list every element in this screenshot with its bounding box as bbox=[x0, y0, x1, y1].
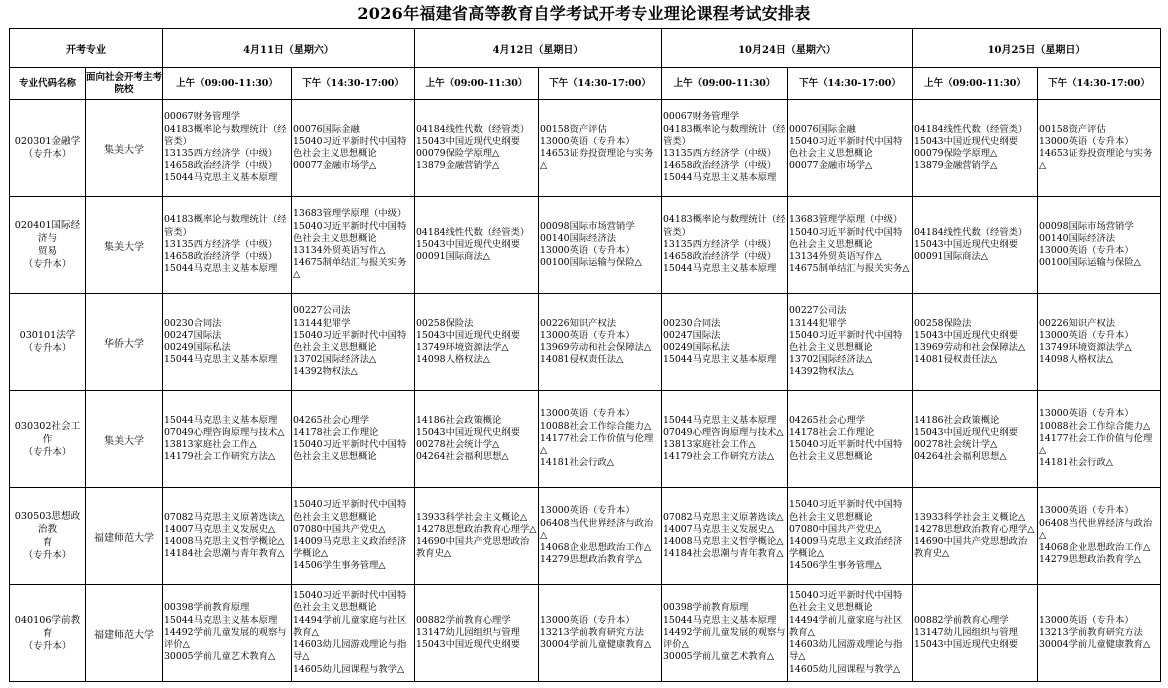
course-item: 14008马克思主义哲学概论△ bbox=[164, 536, 285, 547]
course-item: 07080中国共产党史△ bbox=[789, 523, 882, 535]
course-item: 14690中国共产党思想政治教育史△ bbox=[416, 536, 530, 560]
course-item: 13000英语（专升本） bbox=[1039, 329, 1134, 341]
course-item: 15044马克思主义基本原理 bbox=[663, 263, 777, 275]
course-item: 13000英语（专升本） bbox=[540, 135, 635, 147]
course-item: 06408当代世界经济与政治△ bbox=[540, 517, 654, 541]
session-cell bbox=[292, 197, 415, 294]
course-item: 07080中国共产党史△ bbox=[293, 523, 386, 535]
course-item: 14009马克思主义政治经济学概论△ bbox=[789, 536, 903, 560]
course-item: 15044马克思主义基本原理 bbox=[663, 614, 777, 626]
major-code-line: （专升本） bbox=[23, 149, 72, 160]
course-item: 07082马克思主义原著选读△ bbox=[663, 511, 784, 523]
course-item: 13702国际经济法△ bbox=[293, 354, 377, 366]
course-item: 00067财务管理学 bbox=[663, 111, 740, 123]
course-item: 13000英语（专升本） bbox=[540, 408, 635, 420]
course-item: 15043中国近现代史纲要 bbox=[416, 135, 520, 147]
course-item: 00098国际市场营销学 bbox=[540, 220, 635, 232]
course-item: 00882学前教育心理学 bbox=[914, 614, 1009, 626]
major-code-name bbox=[10, 488, 86, 585]
course-item: 00230合同法 bbox=[164, 317, 222, 329]
session-cell bbox=[788, 294, 913, 391]
course-item: 00278社会统计学△ bbox=[914, 439, 998, 450]
course-item: 14178社会工作理论 bbox=[293, 426, 379, 438]
course-item: 13933科学社会主义概论△ bbox=[914, 511, 1026, 523]
course-item: 00077金融市场学△ bbox=[789, 160, 873, 172]
course-item: 13702国际经济法△ bbox=[789, 354, 873, 366]
course-item: 13147幼儿园组织与管理 bbox=[914, 626, 1018, 638]
course-item: 00226知识产权法 bbox=[1039, 317, 1116, 329]
course-item: 07049心理咨询原理与技术△ bbox=[164, 426, 285, 438]
major-code-name bbox=[10, 100, 86, 197]
course-item: 13000英语（专升本） bbox=[540, 614, 635, 626]
course-item: 14494学前儿童家庭与社区教育△ bbox=[293, 614, 407, 638]
course-item: 15040习近平新时代中国特色社会主义思想概论 bbox=[789, 590, 903, 614]
course-item: 13000英语（专升本） bbox=[540, 329, 635, 341]
course-item: 13683管理学原理（中级） bbox=[789, 214, 903, 226]
header-major: 开考专业 bbox=[10, 29, 163, 68]
course-item: 14392物权法△ bbox=[789, 366, 854, 378]
session-cell bbox=[163, 488, 292, 585]
course-item: 13000英语（专升本） bbox=[1039, 408, 1134, 420]
course-item: 00077金融市场学△ bbox=[293, 160, 377, 172]
course-item: 30004学前儿童健康教育△ bbox=[1039, 639, 1151, 651]
course-item: 00079保险学原理△ bbox=[914, 148, 998, 159]
course-item: 00398学前教育原理 bbox=[164, 602, 250, 614]
course-item: 00230合同法 bbox=[663, 317, 721, 329]
session-cell bbox=[539, 100, 662, 197]
session-cell bbox=[662, 197, 788, 294]
course-item: 15043中国近现代史纲要 bbox=[416, 426, 520, 438]
table-row bbox=[10, 294, 1161, 391]
course-item: 00247国际法 bbox=[663, 329, 721, 341]
session-cell bbox=[163, 197, 292, 294]
course-item: 14177社会工作价值与伦理△ bbox=[1039, 432, 1153, 457]
course-item: 14492学前儿童发展的观察与评价△ bbox=[663, 626, 786, 651]
major-code-line: 030101法学 bbox=[19, 330, 76, 341]
session-cell bbox=[292, 488, 415, 585]
session-cell bbox=[292, 100, 415, 197]
course-item: 14098人格权法△ bbox=[416, 354, 490, 366]
page-title: 2026年福建省高等教育自学考试开考专业理论课程考试安排表 bbox=[357, 4, 811, 23]
course-item: 15040习近平新时代中国特色社会主义思想概论 bbox=[293, 439, 407, 463]
course-item: 14181社会行政△ bbox=[1039, 457, 1113, 469]
schedule-rows bbox=[10, 100, 1161, 682]
course-item: 04183概率论与数理统计（经管类） bbox=[663, 214, 786, 238]
major-code-line: 育 bbox=[42, 537, 53, 548]
course-item: 00079保险学原理△ bbox=[416, 148, 500, 159]
course-item: 14184社会思潮与青年教育△ bbox=[663, 548, 784, 560]
course-item: 13000英语（专升本） bbox=[540, 245, 635, 256]
session-cell bbox=[788, 197, 913, 294]
session-cell bbox=[539, 585, 662, 682]
session-cell bbox=[415, 585, 539, 682]
course-item: 00249国际私法 bbox=[663, 342, 730, 353]
course-item: 13000英语（专升本） bbox=[1039, 135, 1134, 147]
course-item: 13683管理学原理（中级） bbox=[293, 208, 407, 220]
header-code-name: 专业代码名称 bbox=[10, 68, 86, 100]
course-item: 14009马克思主义政治经济学概论△ bbox=[293, 536, 407, 560]
course-item: 14068企业思想政治工作△ bbox=[540, 542, 652, 554]
major-code-line: 030302社会工作 bbox=[14, 420, 81, 445]
course-item: 14184社会思潮与青年教育△ bbox=[164, 548, 285, 560]
course-item: 14690中国共产党思想政治教育史△ bbox=[914, 536, 1028, 560]
major-code-line: 020301金融学 bbox=[14, 136, 81, 147]
session-cell bbox=[415, 100, 539, 197]
session-cell bbox=[1038, 488, 1161, 585]
exam-schedule-table bbox=[9, 28, 1161, 682]
course-item: 14068企业思想政治工作△ bbox=[1039, 542, 1151, 554]
course-item: 14007马克思主义发展史△ bbox=[164, 523, 276, 535]
course-item: 14278思想政治教育心理学△ bbox=[914, 523, 1035, 535]
header-date-4: 10月25日（星期日） bbox=[913, 29, 1161, 68]
course-item: 00227公司法 bbox=[789, 305, 847, 317]
table-row bbox=[10, 391, 1161, 488]
course-item: 14278思想政治教育心理学△ bbox=[416, 523, 537, 535]
course-item: 15043中国近现代史纲要 bbox=[914, 135, 1018, 147]
course-item: 10088社会工作综合能力△ bbox=[540, 420, 652, 432]
course-item: 15040习近平新时代中国特色社会主义思想概论 bbox=[789, 329, 903, 353]
session-cell bbox=[415, 488, 539, 585]
course-item: 15040习近平新时代中国特色社会主义思想概论 bbox=[293, 590, 407, 614]
course-item: 04265社会心理学 bbox=[293, 414, 370, 426]
session-cell bbox=[163, 391, 292, 488]
course-item: 00278社会统计学△ bbox=[416, 439, 500, 450]
header-pm: 下午（14:30-17:00） bbox=[1038, 68, 1161, 100]
session-cell bbox=[913, 391, 1038, 488]
course-item: 14177社会工作价值与伦理△ bbox=[540, 432, 654, 457]
course-item: 13000英语（专升本） bbox=[540, 505, 635, 517]
course-item: 00091国际商法△ bbox=[416, 251, 490, 263]
course-item: 04264社会福利思想△ bbox=[416, 451, 509, 463]
course-item: 14653证券投资理论与实务△ bbox=[1039, 148, 1153, 172]
course-item: 04265社会心理学 bbox=[789, 414, 866, 426]
major-code-name bbox=[10, 391, 86, 488]
course-item: 15040习近平新时代中国特色社会主义思想概论 bbox=[293, 329, 407, 353]
course-item: 00258保险法 bbox=[914, 317, 972, 329]
course-item: 14179社会工作研究方法△ bbox=[663, 451, 775, 463]
session-cell bbox=[415, 197, 539, 294]
session-cell bbox=[913, 294, 1038, 391]
course-item: 04264社会福利思想△ bbox=[914, 451, 1007, 463]
course-item: 13933科学社会主义概论△ bbox=[416, 511, 528, 523]
course-item: 14506学生事务管理△ bbox=[293, 560, 386, 572]
course-item: 00158资产评估 bbox=[1039, 123, 1106, 135]
course-item: 15043中国近现代史纲要 bbox=[416, 639, 520, 651]
course-item: 13134外贸英语写作△ bbox=[293, 245, 386, 256]
major-code-line: 贸易 bbox=[37, 246, 58, 257]
course-item: 14181社会行政△ bbox=[540, 457, 614, 469]
course-item: 13879金融营销学△ bbox=[416, 160, 500, 172]
header-pm: 下午（14:30-17:00） bbox=[788, 68, 913, 100]
course-item: 14658政治经济学（中级） bbox=[663, 251, 777, 263]
course-item: 14186社会政策概论 bbox=[914, 414, 1000, 426]
major-code-name bbox=[10, 197, 86, 294]
header-date-1: 4月11日（星期六） bbox=[163, 29, 415, 68]
course-item: 04184线性代数（经管类） bbox=[914, 123, 1028, 135]
course-item: 00258保险法 bbox=[416, 317, 474, 329]
course-item: 10088社会工作综合能力△ bbox=[1039, 420, 1151, 432]
course-item: 30005学前儿童艺术教育△ bbox=[663, 651, 775, 663]
major-code-line: 030503思想政治教 bbox=[14, 511, 81, 535]
course-item: 15044马克思主义基本原理 bbox=[164, 354, 278, 366]
major-code-line: （专升本） bbox=[23, 343, 72, 354]
course-item: 00100国际运输与保险△ bbox=[1039, 257, 1141, 269]
course-item: 15040习近平新时代中国特色社会主义思想概论 bbox=[789, 439, 903, 463]
major-code-line: 040106学前教育 bbox=[14, 614, 81, 639]
header-date-2: 4月12日（星期日） bbox=[415, 29, 662, 68]
session-cell bbox=[788, 391, 913, 488]
course-item: 14605幼儿园课程与教学△ bbox=[293, 663, 405, 675]
header-am: 上午（09:00-11:30） bbox=[415, 68, 539, 100]
course-item: 00227公司法 bbox=[293, 305, 351, 317]
course-item: 15040习近平新时代中国特色社会主义思想概论 bbox=[789, 135, 903, 159]
session-cell bbox=[1038, 391, 1161, 488]
course-item: 13144犯罪学 bbox=[293, 317, 351, 329]
host-school: 福建师范大学 bbox=[86, 585, 163, 682]
course-item: 15044马克思主义基本原理 bbox=[663, 172, 777, 184]
course-item: 14008马克思主义哲学概论△ bbox=[663, 536, 784, 547]
host-school: 华侨大学 bbox=[86, 294, 163, 391]
course-item: 13969劳动和社会保障法△ bbox=[540, 342, 652, 353]
session-cell bbox=[662, 100, 788, 197]
session-cell bbox=[788, 100, 913, 197]
course-item: 00249国际私法 bbox=[164, 342, 231, 353]
course-item: 00398学前教育原理 bbox=[663, 602, 749, 614]
course-item: 00247国际法 bbox=[164, 329, 222, 341]
course-item: 15043中国近现代史纲要 bbox=[914, 426, 1018, 438]
session-cell bbox=[913, 197, 1038, 294]
course-item: 13144犯罪学 bbox=[789, 317, 847, 329]
course-item: 14186社会政策概论 bbox=[416, 414, 502, 426]
course-item: 00076国际金融 bbox=[293, 123, 360, 135]
course-item: 13969劳动和社会保障法△ bbox=[914, 342, 1026, 353]
course-item: 00882学前教育心理学 bbox=[416, 614, 511, 626]
header-date-3: 10月24日（星期六） bbox=[662, 29, 913, 68]
table-row bbox=[10, 100, 1161, 197]
course-item: 13135西方经济学（中级） bbox=[164, 238, 278, 250]
major-code-name bbox=[10, 585, 86, 682]
course-item: 13213学前教育研究方法 bbox=[1039, 626, 1143, 638]
course-item: 15040习近平新时代中国特色社会主义思想概论 bbox=[293, 135, 407, 159]
course-item: 15043中国近现代史纲要 bbox=[914, 329, 1018, 341]
session-cell bbox=[415, 391, 539, 488]
course-item: 15043中国近现代史纲要 bbox=[914, 238, 1018, 250]
course-item: 13000英语（专升本） bbox=[1039, 505, 1134, 517]
session-cell bbox=[539, 488, 662, 585]
major-code-line: （专升本） bbox=[23, 640, 72, 652]
session-cell bbox=[788, 488, 913, 585]
course-item: 04184线性代数（经管类） bbox=[914, 226, 1028, 238]
host-school: 福建师范大学 bbox=[86, 488, 163, 585]
course-item: 07082马克思主义原著选读△ bbox=[164, 511, 285, 523]
session-cell bbox=[1038, 197, 1161, 294]
session-cell bbox=[1038, 294, 1161, 391]
course-item: 00067财务管理学 bbox=[164, 111, 241, 123]
header-pm: 下午（14:30-17:00） bbox=[292, 68, 415, 100]
host-school: 集美大学 bbox=[86, 391, 163, 488]
course-item: 15043中国近现代史纲要 bbox=[914, 639, 1018, 651]
course-item: 15044马克思主义基本原理 bbox=[663, 414, 777, 426]
session-cell bbox=[292, 391, 415, 488]
course-item: 14603幼儿园游戏理论与指导△ bbox=[293, 639, 407, 663]
session-cell bbox=[913, 488, 1038, 585]
session-cell bbox=[415, 294, 539, 391]
session-cell bbox=[913, 100, 1038, 197]
header-school: 面向社会开考主考院校 bbox=[86, 68, 163, 100]
course-item: 14658政治经济学（中级） bbox=[663, 160, 777, 172]
course-item: 14675制单结汇与报关实务△ bbox=[293, 257, 407, 281]
course-item: 13813家庭社会工作△ bbox=[164, 439, 257, 450]
host-school: 集美大学 bbox=[86, 100, 163, 197]
course-item: 13213学前教育研究方法 bbox=[540, 626, 644, 638]
course-item: 13879金融营销学△ bbox=[914, 160, 998, 172]
course-item: 14658政治经济学（中级） bbox=[164, 251, 278, 263]
course-item: 00226知识产权法 bbox=[540, 317, 617, 329]
course-item: 00091国际商法△ bbox=[914, 251, 988, 263]
course-item: 14279思想政治教育学△ bbox=[1039, 554, 1141, 566]
session-cell bbox=[163, 100, 292, 197]
course-item: 14658政治经济学（中级） bbox=[164, 160, 278, 172]
major-code-line: （专升本） bbox=[23, 446, 72, 458]
session-cell bbox=[913, 585, 1038, 682]
course-item: 04184线性代数（经管类） bbox=[416, 123, 530, 135]
session-cell bbox=[662, 488, 788, 585]
session-cell bbox=[662, 294, 788, 391]
course-item: 30004学前儿童健康教育△ bbox=[540, 639, 652, 651]
header-am: 上午（09:00-11:30） bbox=[662, 68, 788, 100]
course-item: 13147幼儿园组织与管理 bbox=[416, 626, 520, 638]
major-code-name bbox=[10, 294, 86, 391]
session-cell bbox=[1038, 100, 1161, 197]
session-cell bbox=[539, 294, 662, 391]
session-cell bbox=[788, 585, 913, 682]
session-cell bbox=[662, 391, 788, 488]
table-row bbox=[10, 197, 1161, 294]
course-item: 13749环境资源法学△ bbox=[1039, 342, 1132, 353]
major-code-line: 020401国际经济与 bbox=[14, 220, 81, 244]
session-cell bbox=[163, 294, 292, 391]
course-item: 15040习近平新时代中国特色社会主义思想概论 bbox=[293, 220, 407, 244]
table-row bbox=[10, 585, 1161, 682]
course-item: 14098人格权法△ bbox=[1039, 354, 1113, 366]
course-item: 15043中国近现代史纲要 bbox=[416, 238, 520, 250]
course-item: 15040习近平新时代中国特色社会主义思想概论 bbox=[293, 499, 407, 523]
course-item: 14494学前儿童家庭与社区教育△ bbox=[789, 614, 903, 638]
course-item: 04183概率论与数理统计（经管类） bbox=[663, 123, 786, 147]
session-cell bbox=[292, 294, 415, 391]
course-item: 04183概率论与数理统计（经管类） bbox=[164, 214, 287, 238]
course-item: 13135西方经济学（中级） bbox=[663, 148, 777, 159]
course-item: 04183概率论与数理统计（经管类） bbox=[164, 123, 287, 147]
course-item: 07049心理咨询原理与技术△ bbox=[663, 426, 784, 438]
header-am: 上午（09:00-11:30） bbox=[913, 68, 1038, 100]
header-am: 上午（09:00-11:30） bbox=[163, 68, 292, 100]
course-item: 14007马克思主义发展史△ bbox=[663, 523, 775, 535]
session-cell bbox=[539, 197, 662, 294]
host-school: 集美大学 bbox=[86, 197, 163, 294]
course-item: 04184线性代数（经管类） bbox=[416, 226, 530, 238]
session-cell bbox=[163, 585, 292, 682]
course-item: 13135西方经济学（中级） bbox=[663, 238, 777, 250]
session-cell bbox=[662, 585, 788, 682]
course-item: 00140国际经济法 bbox=[1039, 232, 1116, 244]
course-item: 14081侵权责任法△ bbox=[914, 354, 998, 366]
course-item: 14653证券投资理论与实务△ bbox=[540, 148, 654, 172]
course-item: 15040习近平新时代中国特色社会主义思想概论 bbox=[789, 226, 903, 250]
course-item: 13135西方经济学（中级） bbox=[164, 148, 278, 159]
course-item: 00076国际金融 bbox=[789, 123, 856, 135]
session-cell bbox=[292, 585, 415, 682]
course-item: 00100国际运输与保险△ bbox=[540, 257, 642, 269]
course-item: 13134外贸英语写作△ bbox=[789, 251, 882, 263]
header-row-sessions bbox=[10, 68, 1161, 100]
course-item: 14178社会工作理论 bbox=[789, 426, 875, 438]
course-item: 14605幼儿园课程与教学△ bbox=[789, 663, 901, 675]
course-item: 14392物权法△ bbox=[293, 366, 358, 378]
course-item: 15044马克思主义基本原理 bbox=[164, 614, 278, 626]
course-item: 15043中国近现代史纲要 bbox=[416, 329, 520, 341]
major-code-line: （专升本） bbox=[23, 550, 72, 561]
course-item: 00098国际市场营销学 bbox=[1039, 220, 1134, 232]
course-item: 15044马克思主义基本原理 bbox=[164, 414, 278, 426]
header-row-dates bbox=[10, 29, 1161, 68]
course-item: 14081侵权责任法△ bbox=[540, 354, 624, 366]
course-item: 15044马克思主义基本原理 bbox=[663, 354, 777, 366]
course-item: 00140国际经济法 bbox=[540, 232, 617, 244]
course-item: 14492学前儿童发展的观察与评价△ bbox=[164, 626, 287, 651]
course-item: 14603幼儿园游戏理论与指导△ bbox=[789, 639, 903, 663]
course-item: 14675制单结汇与报关实务△ bbox=[789, 263, 910, 275]
course-item: 15040习近平新时代中国特色社会主义思想概论 bbox=[789, 499, 903, 523]
course-item: 14179社会工作研究方法△ bbox=[164, 451, 276, 463]
course-item: 13000英语（专升本） bbox=[1039, 614, 1134, 626]
course-item: 14506学生事务管理△ bbox=[789, 560, 882, 572]
header-pm: 下午（14:30-17:00） bbox=[539, 68, 662, 100]
major-code-line: （专升本） bbox=[23, 259, 72, 270]
session-cell bbox=[1038, 585, 1161, 682]
course-item: 13000英语（专升本） bbox=[1039, 245, 1134, 256]
table-row bbox=[10, 488, 1161, 585]
course-item: 13813家庭社会工作△ bbox=[663, 439, 756, 450]
course-item: 15044马克思主义基本原理 bbox=[164, 263, 278, 275]
course-item: 14279思想政治教育学△ bbox=[540, 554, 642, 566]
session-cell bbox=[539, 391, 662, 488]
course-item: 13749环境资源法学△ bbox=[416, 342, 509, 353]
course-item: 30005学前儿童艺术教育△ bbox=[164, 651, 276, 663]
course-item: 15044马克思主义基本原理 bbox=[164, 172, 278, 184]
course-item: 00158资产评估 bbox=[540, 123, 607, 135]
course-item: 06408当代世界经济与政治△ bbox=[1039, 517, 1153, 541]
